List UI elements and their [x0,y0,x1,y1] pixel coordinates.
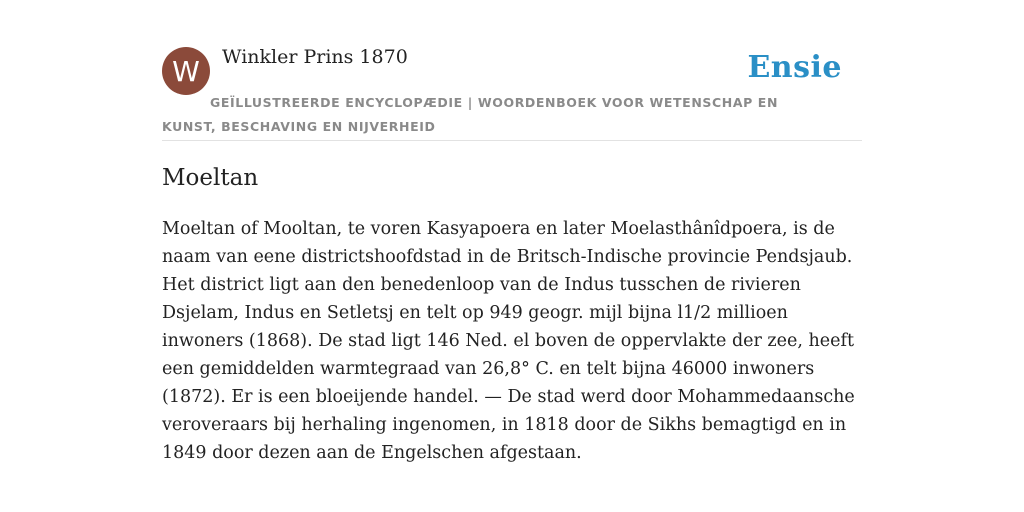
source-header [162,44,862,141]
entry-body: Moeltan of Mooltan, te voren Kasyapoera en later Moelasthânîdpoera, is de naam van eene districtshoofdstad in de Britsch-Indische provincie Pendsjaub. Het district ligt aan den benedenloop van de Indus tusschen de rivieren Dsjelam, Indus en Setletsj en telt op 949 geogr. mijl bijna l1/2 millioen inwoners (1868). De stad ligt 146 Ned. el boven de oppervlakte der zee, heeft een gemiddelden warmtegraad van 26,8° C. en telt bijna 46000 inwoners (1872). Er is een bloeijende handel. — De stad werd door Mohammedaansche veroveraars bij herhaling ingenomen, in 1818 door de Sikhs bemagtigd en in 1849 door dezen aan de Engelschen afgestaan. [162,219,855,463]
entry-card [162,44,862,467]
source-title-link[interactable]: Winkler Prins 1870 [222,46,408,68]
entry-title: Moeltan [162,165,259,191]
source-subtitle: GEÏLLUSTREERDE ENCYCLOPÆDIE | WOORDENBOEK VOOR WETENSCHAP EN KUNST, BESCHAVING EN NIJVERHEID [162,95,779,134]
ensie-logo[interactable]: Ensie [747,50,842,85]
source-avatar[interactable]: W [162,47,210,95]
